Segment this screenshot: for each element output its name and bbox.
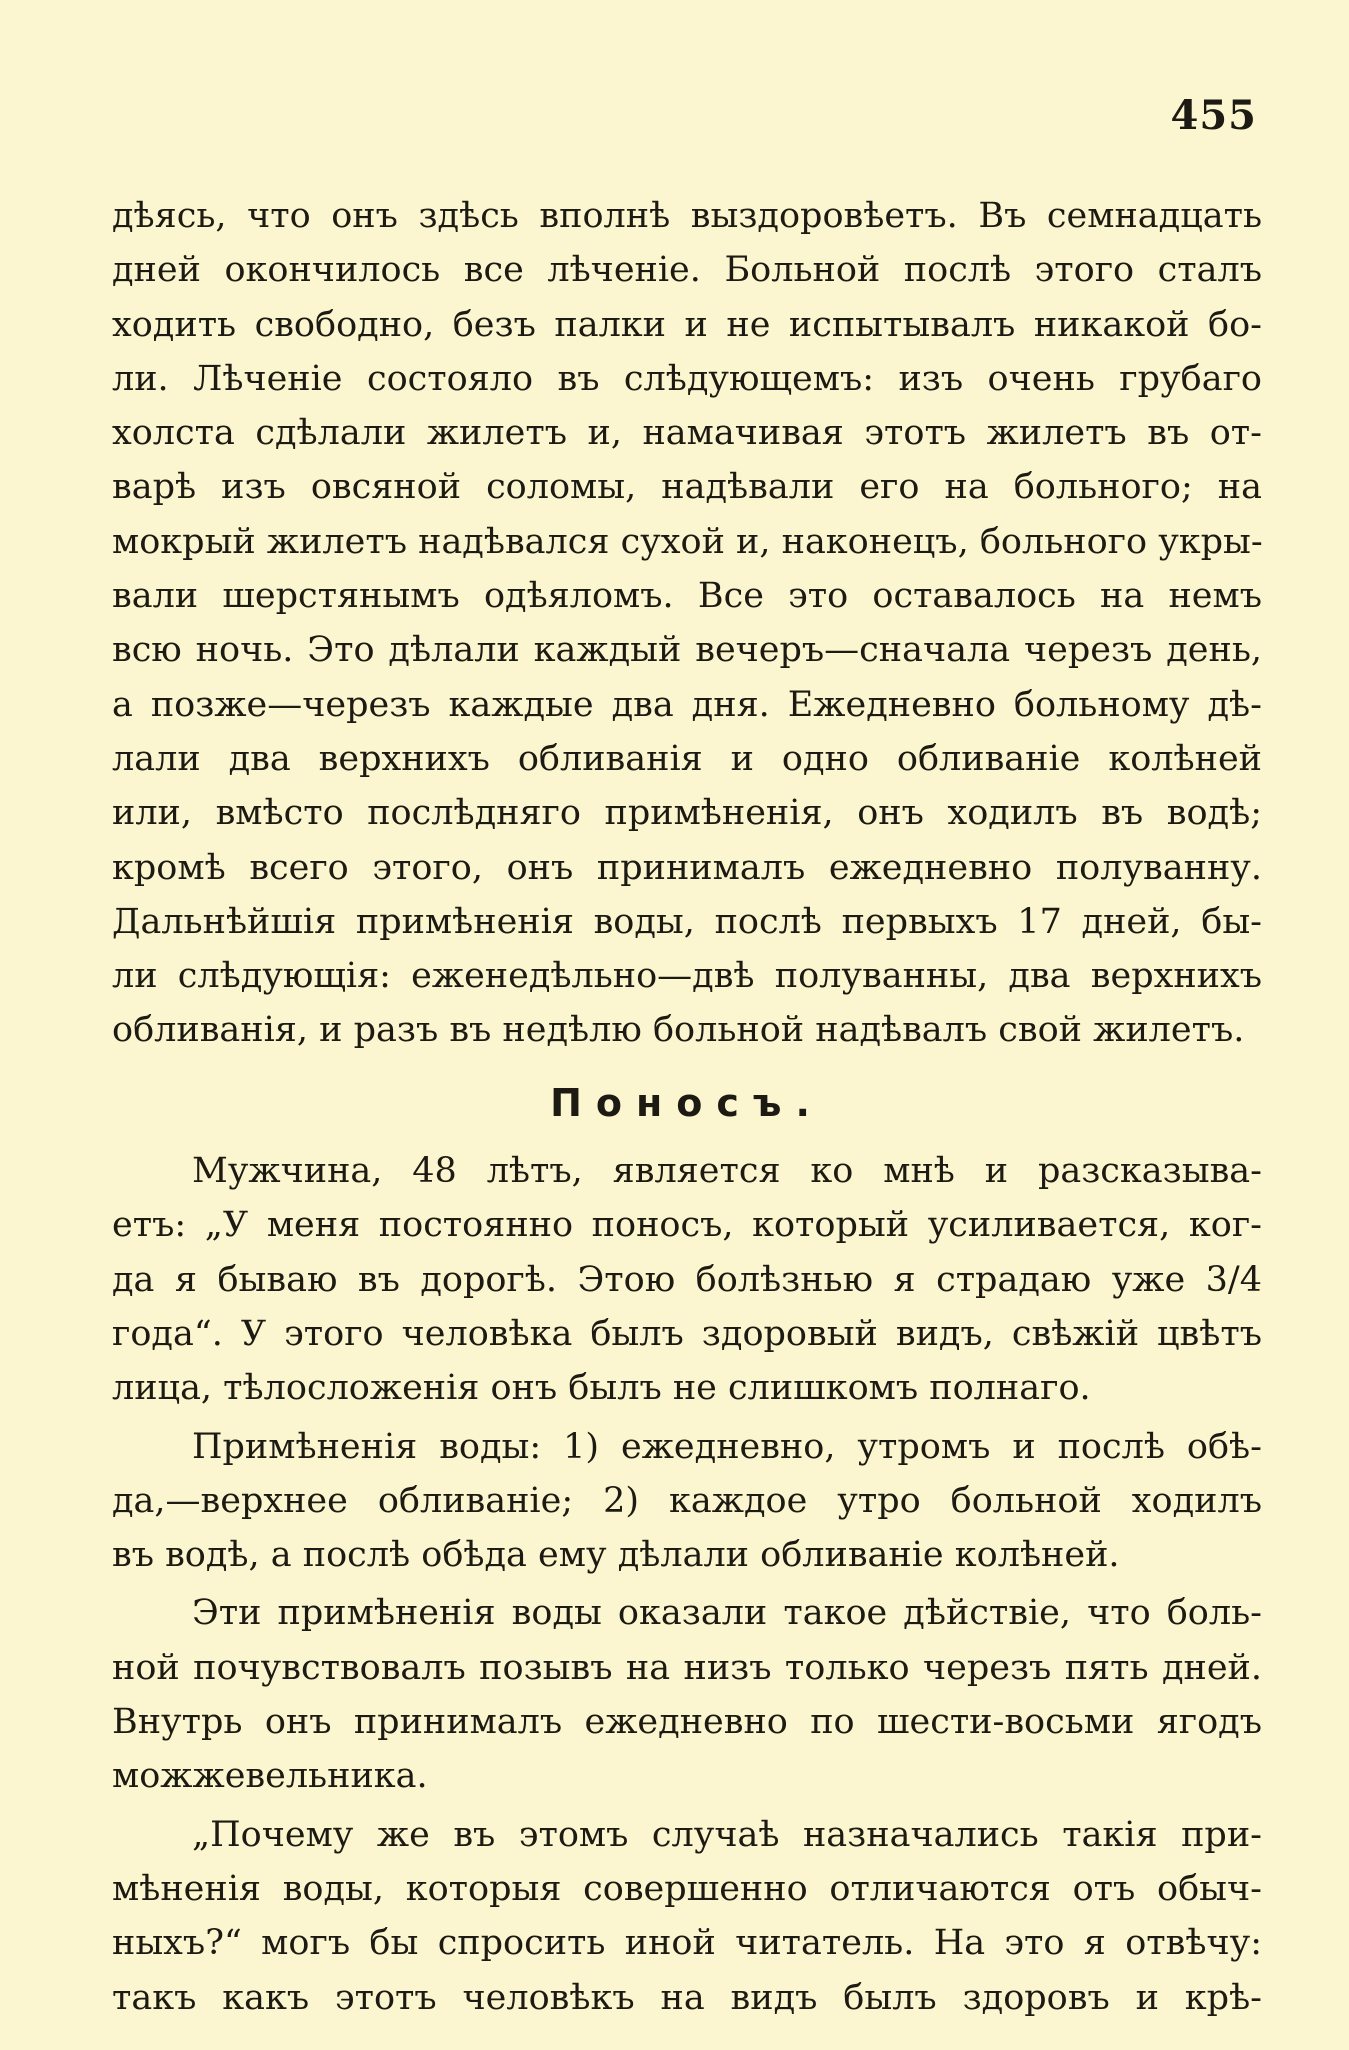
text-line: Эти примѣненія воды оказали такое дѣйствіе, что боль- — [192, 1593, 1262, 1634]
text-line: лица, тѣлосложенія онъ былъ не слишкомъ полнаго. — [112, 1368, 1091, 1409]
text-line: варѣ изъ овсяной соломы, надѣвали его на больного; на — [112, 467, 1262, 508]
text-line: да я бываю въ дорогѣ. Этою болѣзнью я страдаю уже 3/4 — [112, 1259, 1262, 1300]
text-line: можжевельника. — [112, 1756, 428, 1797]
paragraph-1 — [112, 189, 1262, 1058]
text-line: холста сдѣлали жилетъ и, намачивая этотъ жилетъ въ от- — [112, 413, 1262, 454]
text-line: ходить свободно, безъ палки и не испытывалъ никакой бо- — [112, 304, 1262, 345]
text-line: кромѣ всего этого, онъ принималъ ежедневно полуванну. — [112, 847, 1262, 888]
text-line: вали шерстянымъ одѣяломъ. Все это оставалось на немъ — [112, 576, 1262, 617]
text-line: дней окончилось все лѣченіе. Больной послѣ этого сталъ — [112, 250, 1262, 291]
text-line: Примѣненія воды: 1) ежедневно, утромъ и послѣ обѣ- — [192, 1426, 1262, 1467]
text-line: Мужчина, 48 лѣтъ, является ко мнѣ и разсказыва- — [192, 1151, 1262, 1192]
text-line: мокрый жилетъ надѣвался сухой и, наконецъ, больного укры- — [112, 521, 1263, 562]
text-line: етъ: „У меня постоянно поносъ, который усиливается, ког- — [112, 1205, 1262, 1246]
paragraph-5 — [112, 1808, 1262, 2025]
text-line: въ водѣ, а послѣ обѣда ему дѣлали обливаніе колѣней. — [112, 1535, 1120, 1576]
paragraph-2 — [112, 1144, 1262, 1415]
text-line: ли. Лѣченіе состояло въ слѣдующемъ: изъ очень грубаго — [112, 358, 1262, 399]
text-line: да,—верхнее обливаніе; 2) каждое утро больной ходилъ — [112, 1480, 1262, 1521]
text-line: ли слѣдующія: еженедѣльно—двѣ полуванны, два верхнихъ — [112, 956, 1262, 997]
body-text — [112, 185, 1262, 2025]
paragraph-4 — [112, 1586, 1262, 1803]
text-line: Внутрь онъ принималъ ежедневно по шести-восьми ягодъ — [112, 1702, 1262, 1743]
text-line: всю ночь. Это дѣлали каждый вечеръ—сначала черезъ день, — [112, 630, 1262, 671]
section-heading: Поносъ. — [550, 1080, 824, 1125]
text-line: Дальнѣйшія примѣненія воды, послѣ первыхъ 17 дней, бы- — [112, 901, 1262, 942]
text-line: года“. У этого человѣка былъ здоровый видъ, свѣжій цвѣтъ — [112, 1313, 1262, 1354]
text-line: обливанія, и разъ въ недѣлю больной надѣвалъ свой жилетъ. — [112, 1010, 1245, 1051]
text-line: ныхъ?“ могъ бы спросить иной читатель. На это я отвѣчу: — [112, 1923, 1262, 1964]
text-line: ной почувствовалъ позывъ на низъ только черезъ пять дней. — [112, 1647, 1262, 1688]
page-number: 455 — [1170, 92, 1257, 139]
text-line: а позже—черезъ каждые два дня. Ежедневно больному дѣ- — [112, 684, 1262, 725]
text-line: дѣясь, что онъ здѣсь вполнѣ выздоровѣетъ. Въ семнадцать — [112, 196, 1262, 236]
text-line: такъ какъ этотъ человѣкъ на видъ былъ здоровъ и крѣ- — [112, 1977, 1262, 2018]
text-line: мѣненія воды, которыя совершенно отличаются отъ обыч- — [112, 1868, 1262, 1909]
paragraph-3 — [112, 1420, 1262, 1583]
text-line: лали два верхнихъ обливанія и одно обливаніе колѣней — [112, 738, 1262, 779]
text-line: „Почему же въ этомъ случаѣ назначались такія при- — [192, 1814, 1262, 1855]
text-line: или, вмѣсто послѣдняго примѣненія, онъ ходилъ въ водѣ; — [112, 793, 1262, 834]
